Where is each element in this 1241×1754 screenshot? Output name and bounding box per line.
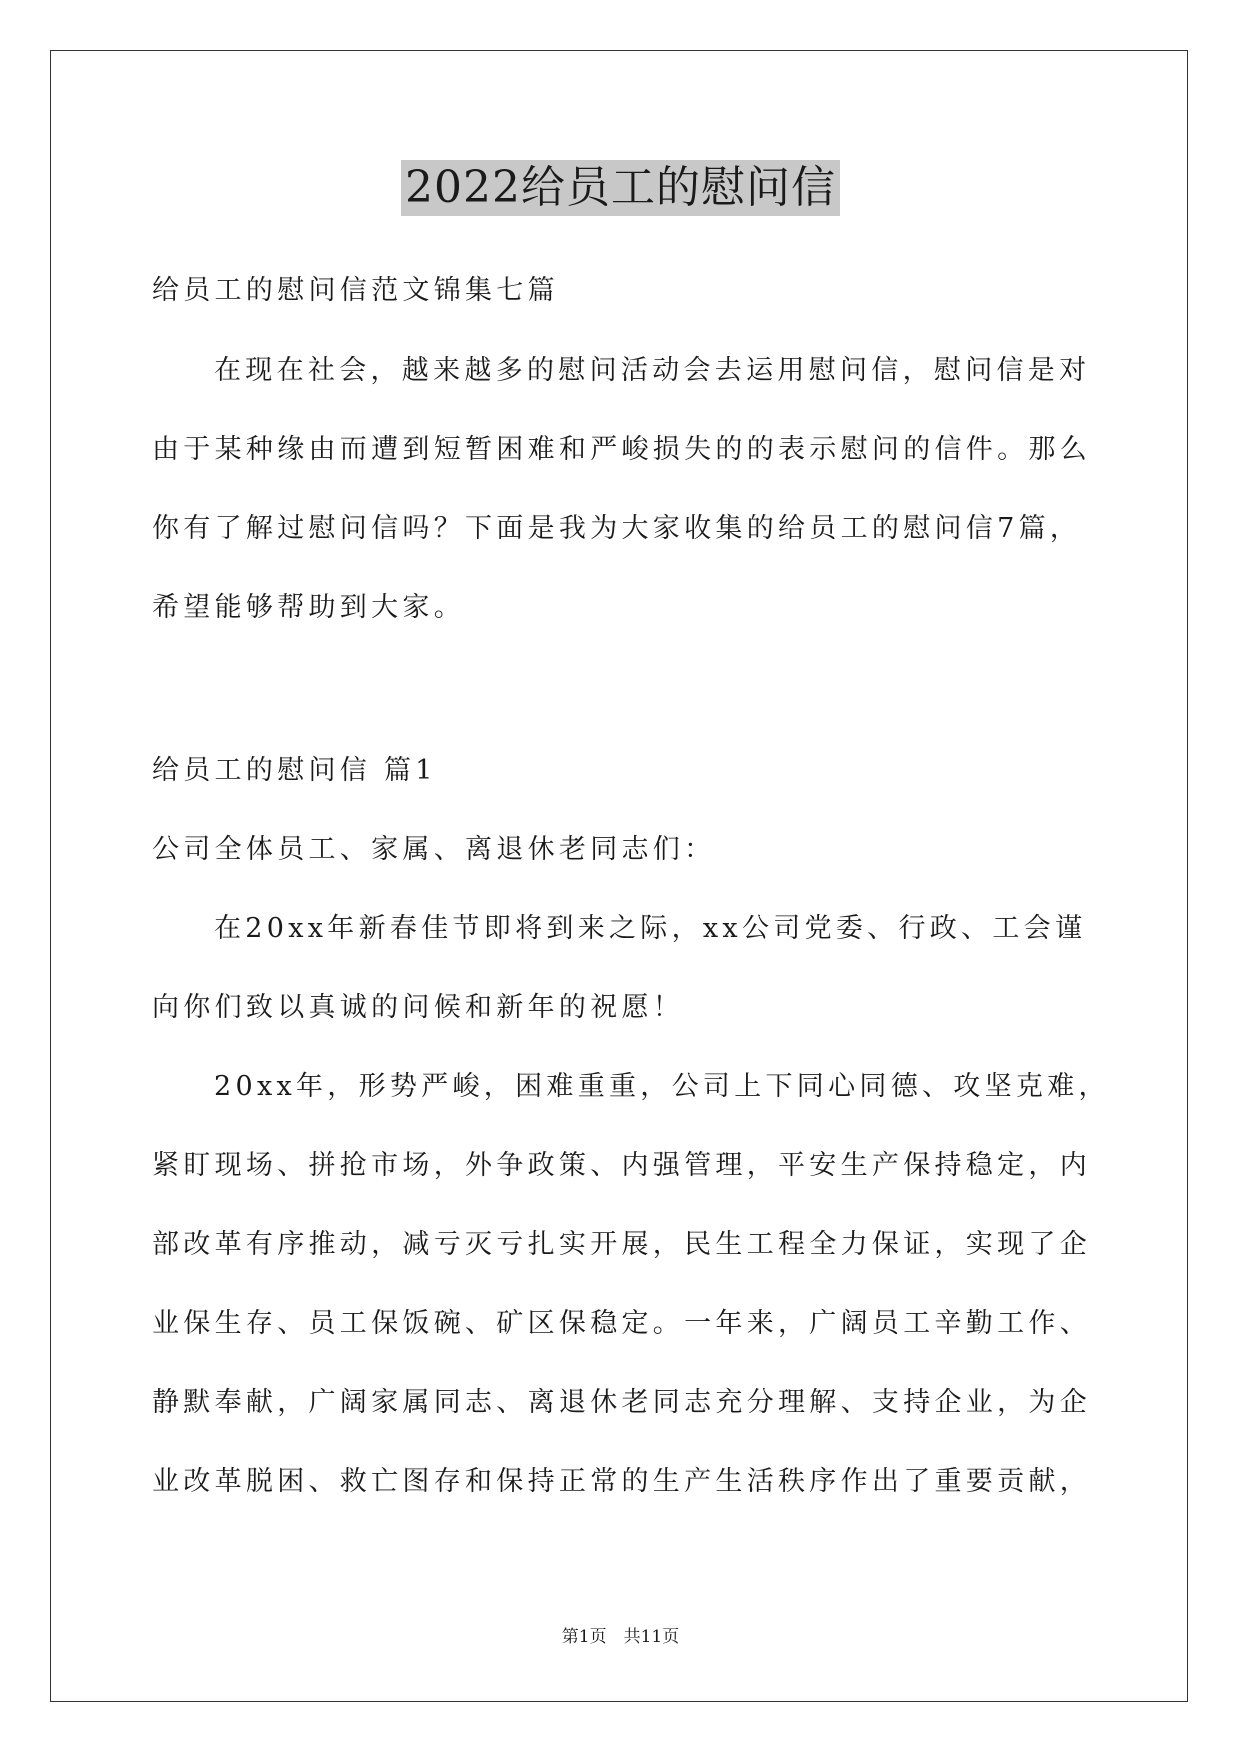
paragraph-2-line: 部改革有序推动，减亏灭亏扎实开展，民生工程全力保证，实现了企 — [152, 1229, 1091, 1260]
title-container — [0, 160, 1241, 216]
paragraph-2-line: 紧盯现场、拼抢市场，外争政策、内强管理，平安生产保持稳定，内 — [152, 1150, 1091, 1181]
paragraph-2-line: 静默奉献，广阔家属同志、离退休老同志充分理解、支持企业，为企 — [152, 1387, 1091, 1418]
paragraph-2-line: 业保生存、员工保饭碗、矿区保稳定。一年来，广阔员工辛勤工作、 — [152, 1308, 1091, 1339]
document-title: 2022给员工的慰问信 — [401, 160, 840, 216]
paragraph-2-line: 业改革脱困、救亡图存和保持正常的生产生活秩序作出了重要贡献， — [152, 1466, 1091, 1497]
section-heading: 给员工的慰问信 篇1 — [152, 755, 437, 786]
page-number-footer: 第1页 共11页 — [561, 1627, 680, 1647]
intro-paragraph-line: 在现在社会，越来越多的慰问活动会去运用慰问信，慰问信是对 — [214, 355, 1091, 386]
salutation: 公司全体员工、家属、离退休老同志们： — [152, 834, 716, 865]
paragraph-1-line: 在20xx年新春佳节即将到来之际，xx公司党委、行政、工会谨 — [214, 913, 1087, 944]
intro-paragraph-line: 由于某种缘由而遭到短暂困难和严峻损失的的表示慰问的信件。那么 — [152, 434, 1091, 465]
intro-paragraph-line: 你有了解过慰问信吗？下面是我为大家收集的给员工的慰问信7篇， — [152, 513, 1082, 544]
intro-paragraph-line: 希望能够帮助到大家。 — [152, 592, 465, 623]
paragraph-1-line: 向你们致以真诚的问候和新年的祝愿！ — [152, 992, 685, 1023]
document-subtitle: 给员工的慰问信范文锦集七篇 — [152, 275, 559, 306]
paragraph-2-line: 20xx年，形势严峻，困难重重，公司上下同心同德、攻坚克难， — [214, 1071, 1110, 1102]
